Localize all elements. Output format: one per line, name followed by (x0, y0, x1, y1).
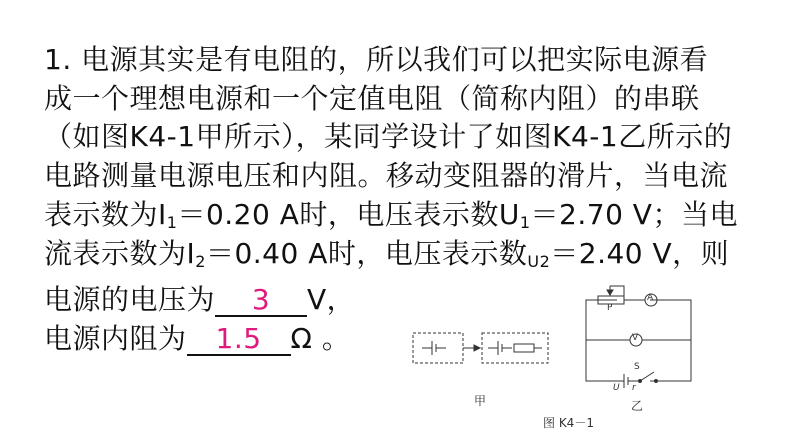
question-line-8: 电源内阻为 1.5 Ω 。 (44, 322, 351, 355)
question-line-7: 电源的电压为 3 V， (44, 283, 356, 316)
figure-yi-label: 乙 (631, 399, 644, 413)
question-line-3: （如图K4-1甲所示），某同学设计了如图K4-1乙所示的 (44, 120, 733, 153)
slider-label: P (607, 303, 613, 313)
figure-jia-label: 甲 (474, 394, 487, 408)
question-number: 1. (44, 43, 72, 76)
resistance-label: r (632, 383, 636, 393)
source-label: U (613, 383, 620, 393)
question-line-1: 1. 电源其实是有电阻的，所以我们可以把实际电源看 (44, 43, 709, 76)
switch (640, 372, 654, 381)
ammeter-label: A (647, 293, 654, 303)
question-line-5: 表示数为$I_1=0.20$ A时，电压表示数$U_1=2.70$ V；当电 (44, 198, 738, 232)
figure-caption: 图 K4－1 (543, 416, 594, 430)
figure-jia (413, 333, 548, 363)
question-line-2: 成一个理想电源和一个定值电阻（简称内阻）的串联 (44, 82, 700, 115)
switch-label: S (634, 362, 640, 372)
question-line-4: 电路测量电源电压和内阻。移动变阻器的滑片，当电流 (44, 159, 729, 192)
question-line-6: 流表示数为$I_2=0.40$ A时，电压表示数$_{U2}$＝2.40 V，则 (44, 237, 730, 271)
figure-yi (586, 286, 691, 388)
answer-blank-voltage: 3 (215, 285, 307, 317)
answer-blank-resistance: 1.5 (187, 324, 291, 356)
voltmeter-label: V (632, 333, 639, 343)
